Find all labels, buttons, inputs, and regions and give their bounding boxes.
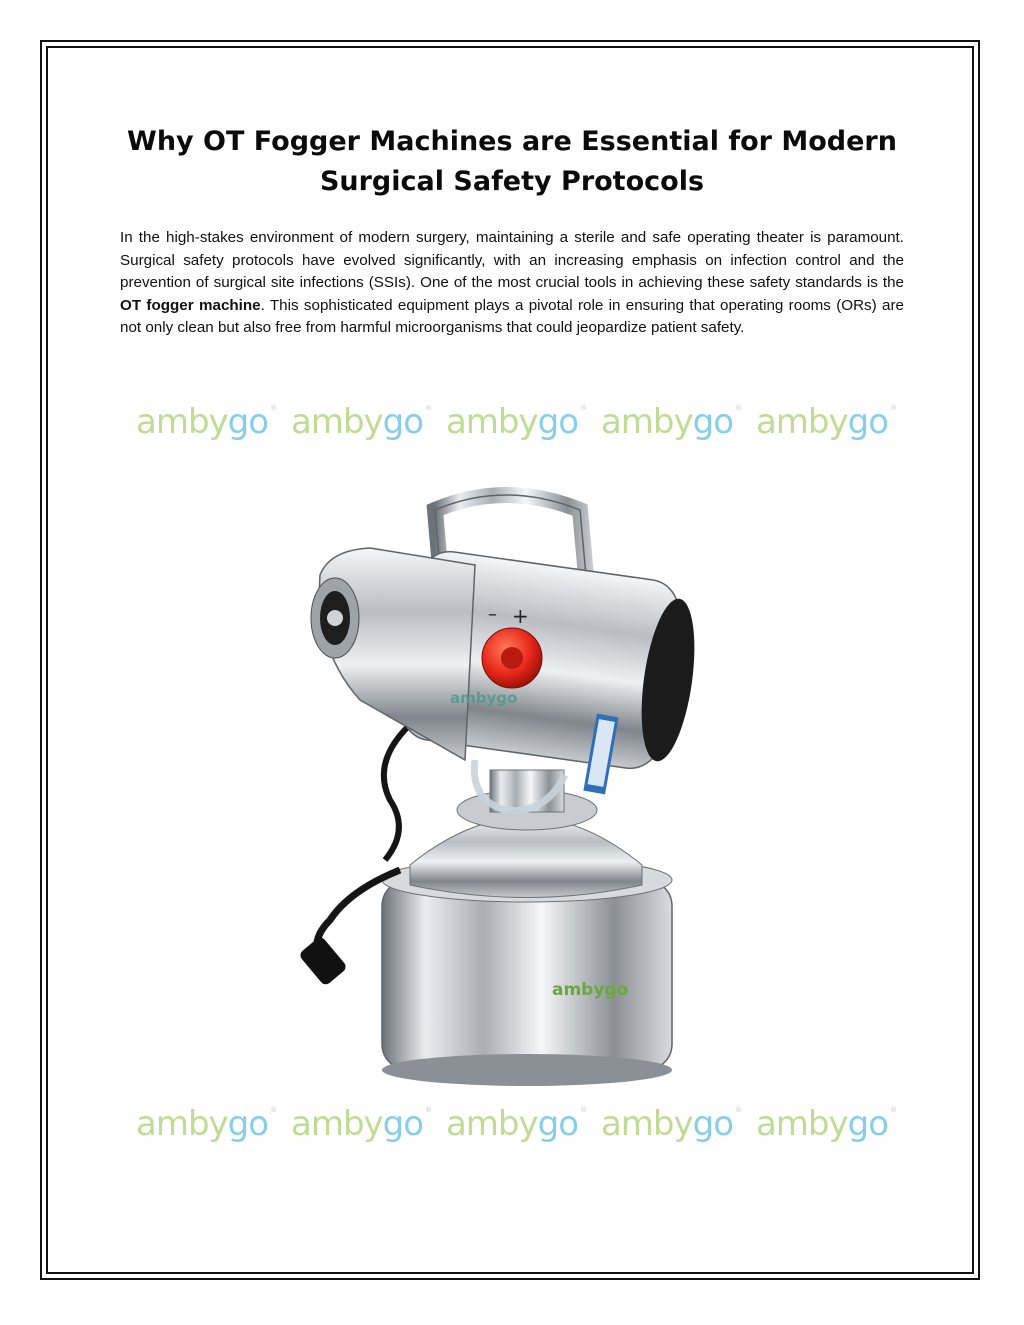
- dial-minus-label: –: [488, 604, 497, 625]
- watermark-row-bottom: [120, 1104, 904, 1144]
- intro-text-end: . This sophisticated equipment plays a pivotal role in ensuring that operating rooms (ORs) are not only clean but also free from harmful microorganisms that could jeopardize patient safety.: [120, 296, 904, 336]
- ambygo-logo: ambygo ®: [755, 402, 896, 442]
- title-line-1: Why OT Fogger Machines are Essential for Modern: [127, 126, 897, 157]
- tank-brand-label: ambygo: [552, 980, 629, 1000]
- ambygo-logo: ambygo ®: [445, 402, 587, 442]
- ot-fogger-machine-image: [290, 470, 710, 1090]
- ambygo-logo: ambygo ®: [136, 1104, 277, 1144]
- intro-text-start: In the high-stakes environment of modern surgery, maintaining a sterile and safe operating theater is paramount. Surgical safety protocols have evolved significantly, with an increasing emphasis on infection control and the prevention of surgical site infections (SSIs). One of the most crucial tools in achieving these safety standards is the: [120, 229, 904, 291]
- ambygo-logo: ambygo ®: [600, 402, 742, 442]
- ambygo-logo: ambygo ®: [290, 1104, 432, 1144]
- ambygo-logo: ambygo ®: [755, 1104, 896, 1144]
- intro-bold-term: OT fogger machine: [120, 296, 261, 314]
- ambygo-logo: ambygo ®: [445, 1104, 587, 1144]
- title-line-2: Surgical Safety Protocols: [319, 166, 705, 197]
- ambygo-logo: ambygo ®: [290, 402, 432, 442]
- ambygo-logo: ambygo ®: [136, 402, 277, 442]
- motor-brand-label: ambygo: [450, 689, 518, 707]
- document-title: [120, 122, 904, 202]
- dial-plus-label: +: [512, 604, 529, 628]
- watermark-row-top: [120, 402, 904, 442]
- ambygo-logo: ambygo ®: [600, 1104, 742, 1144]
- intro-paragraph: [120, 227, 904, 340]
